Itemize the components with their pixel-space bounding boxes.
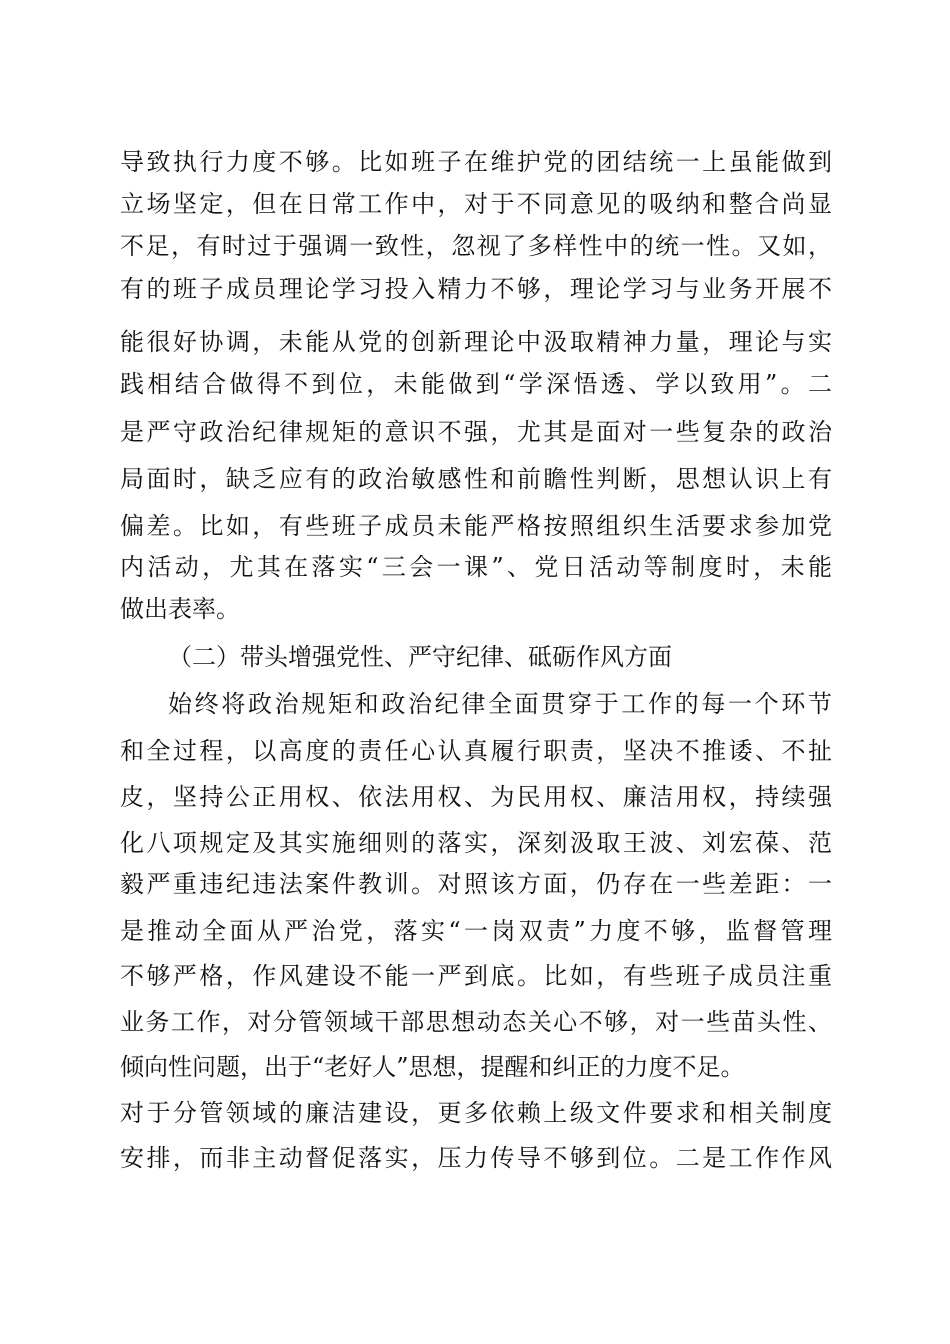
body-text-line: 偏差。比如，有些班子成员未能严格按照组织生活要求参加党 (120, 512, 832, 540)
body-text-line: 毅严重违纪违法案件教训。对照该方面，仍存在一些差距：一 (120, 870, 832, 898)
body-text-line: 有的班子成员理论学习投入精力不够，理论学习与业务开展不 (120, 275, 832, 303)
body-text-line: 业务工作，对分管领域干部思想动态关心不够，对一些苗头性、 (120, 1008, 832, 1036)
paragraph-first-line: 始终将政治规矩和政治纪律全面贯穿于工作的每一个环节 (168, 690, 832, 718)
body-text-line: 导致执行力度不够。比如班子在维护党的团结统一上虽能做到 (120, 148, 832, 176)
body-text-line: 皮，坚持公正用权、依法用权、为民用权、廉洁用权，持续强 (120, 783, 832, 811)
body-text-line: 局面时，缺乏应有的政治敏感性和前瞻性判断，思想认识上有 (120, 465, 832, 493)
body-text-line: 倾向性问题，出于“老好人”思想，提醒和纠正的力度不足。 (120, 1053, 745, 1081)
section-heading: （二）带头增强党性、严守纪律、砥砺作风方面 (168, 643, 672, 671)
body-text-line: 对于分管领域的廉洁建设，更多依赖上级文件要求和相关制度 (120, 1099, 832, 1127)
body-text-line: 立场坚定，但在日常工作中，对于不同意见的吸纳和整合尚显 (120, 190, 832, 218)
body-text-line: 和全过程，以高度的责任心认真履行职责，坚决不推诿、不扯 (120, 737, 832, 765)
paragraph-last-line: 做出表率。 (120, 595, 240, 623)
body-text-line: 是推动全面从严治党，落实“一岗双责”力度不够，监督管理 (120, 917, 832, 945)
body-text-line: 能很好协调，未能从党的创新理论中汲取精神力量，理论与实 (120, 328, 832, 356)
body-text-line: 不足，有时过于强调一致性，忽视了多样性中的统一性。又如， (120, 232, 832, 260)
body-text-line: 不够严格，作风建设不能一严到底。比如，有些班子成员注重 (120, 962, 832, 990)
body-text-line: 化八项规定及其实施细则的落实，深刻汲取王波、刘宏葆、范 (120, 829, 832, 857)
body-text-line: 安排，而非主动督促落实，压力传导不够到位。二是工作作风 (120, 1144, 832, 1172)
body-text-line: 内活动，尤其在落实“三会一课”、党日活动等制度时，未能 (120, 553, 832, 581)
body-text-line: 践相结合做得不到位，未能做到“学深悟透、学以致用”。二 (120, 370, 832, 398)
body-text-line: 是严守政治纪律规矩的意识不强，尤其是面对一些复杂的政治 (120, 418, 832, 446)
